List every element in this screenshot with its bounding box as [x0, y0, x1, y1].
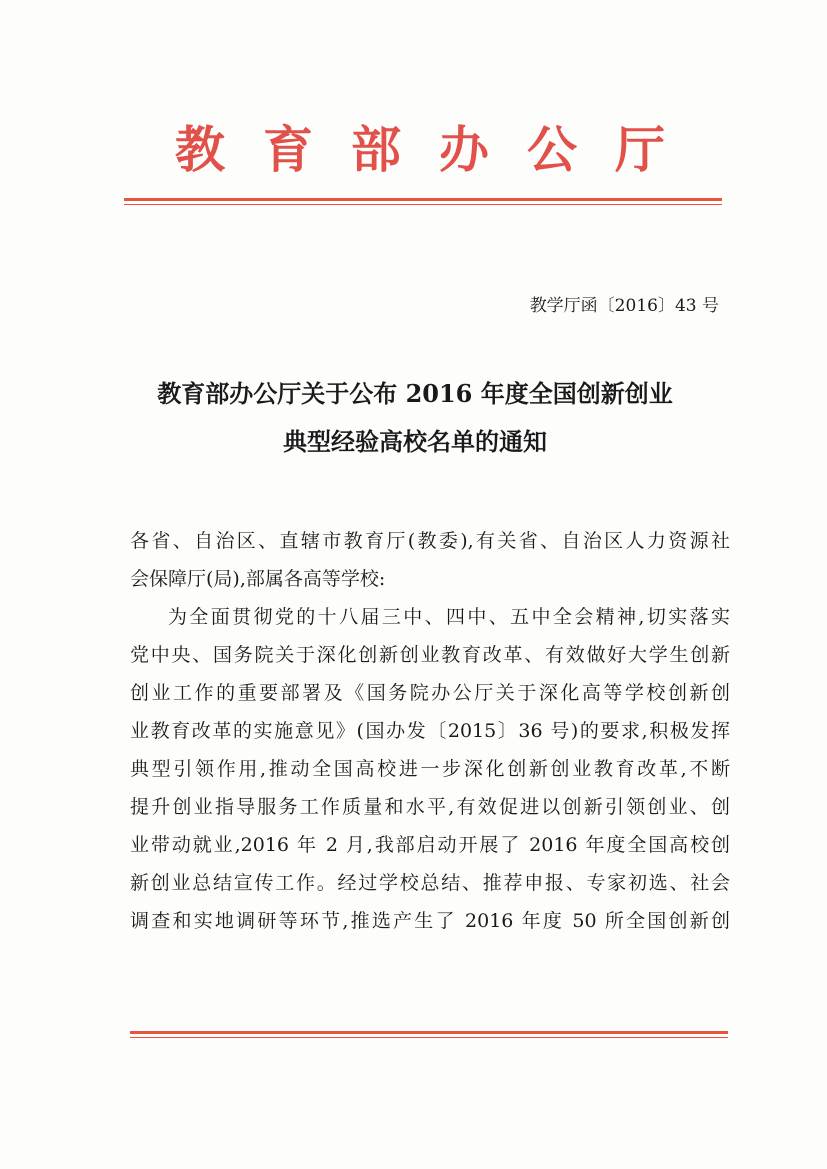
document-body: [130, 522, 730, 940]
paragraph-line: 业带动就业,2016 年 2 月,我部启动开展了 2016 年度全国高校创: [130, 834, 730, 856]
addressee-line: 会保障厅(局),部属各高等学校:: [130, 568, 386, 590]
paragraph-line: 党中央、国务院关于深化创新创业教育改革、有效做好大学生创新: [130, 644, 730, 666]
paragraph-line: 新创业总结宣传工作。经过学校总结、推荐申报、专家初选、社会: [130, 872, 730, 894]
masthead-title: 教育部办公厅: [175, 120, 703, 179]
footer-rule-thin: [130, 1037, 728, 1038]
document-title: [110, 370, 720, 466]
footer-rule-thick: [130, 1031, 728, 1034]
document-number: 教学厅函〔2016〕43 号: [529, 296, 719, 316]
paragraph-line: 典型引领作用,推动全国高校进一步深化创新创业教育改革,不断: [130, 758, 730, 780]
masthead-rule-thin: [124, 204, 722, 205]
paragraph-line: 提升创业指导服务工作质量和水平,有效促进以创新引领创业、创: [130, 796, 730, 818]
paragraph-line: 业教育改革的实施意见》(国办发〔2015〕36 号)的要求,积极发挥: [130, 720, 730, 742]
addressee-line: 各省、自治区、直辖市教育厅(教委),有关省、自治区人力资源社: [130, 530, 730, 552]
paragraph-line: 为全面贯彻党的十八届三中、四中、五中全会精神,切实落实: [168, 606, 730, 628]
masthead-rule-thick: [124, 198, 722, 201]
paragraph-line: 创业工作的重要部署及《国务院办公厅关于深化高等学校创新创: [130, 682, 730, 704]
paragraph-line: 调查和实地调研等环节,推选产生了 2016 年度 50 所全国创新创: [130, 910, 730, 932]
document-title-line: 教育部办公厅关于公布 2016 年度全国创新创业: [157, 379, 673, 408]
document-title-line: 典型经验高校名单的通知: [283, 427, 547, 456]
